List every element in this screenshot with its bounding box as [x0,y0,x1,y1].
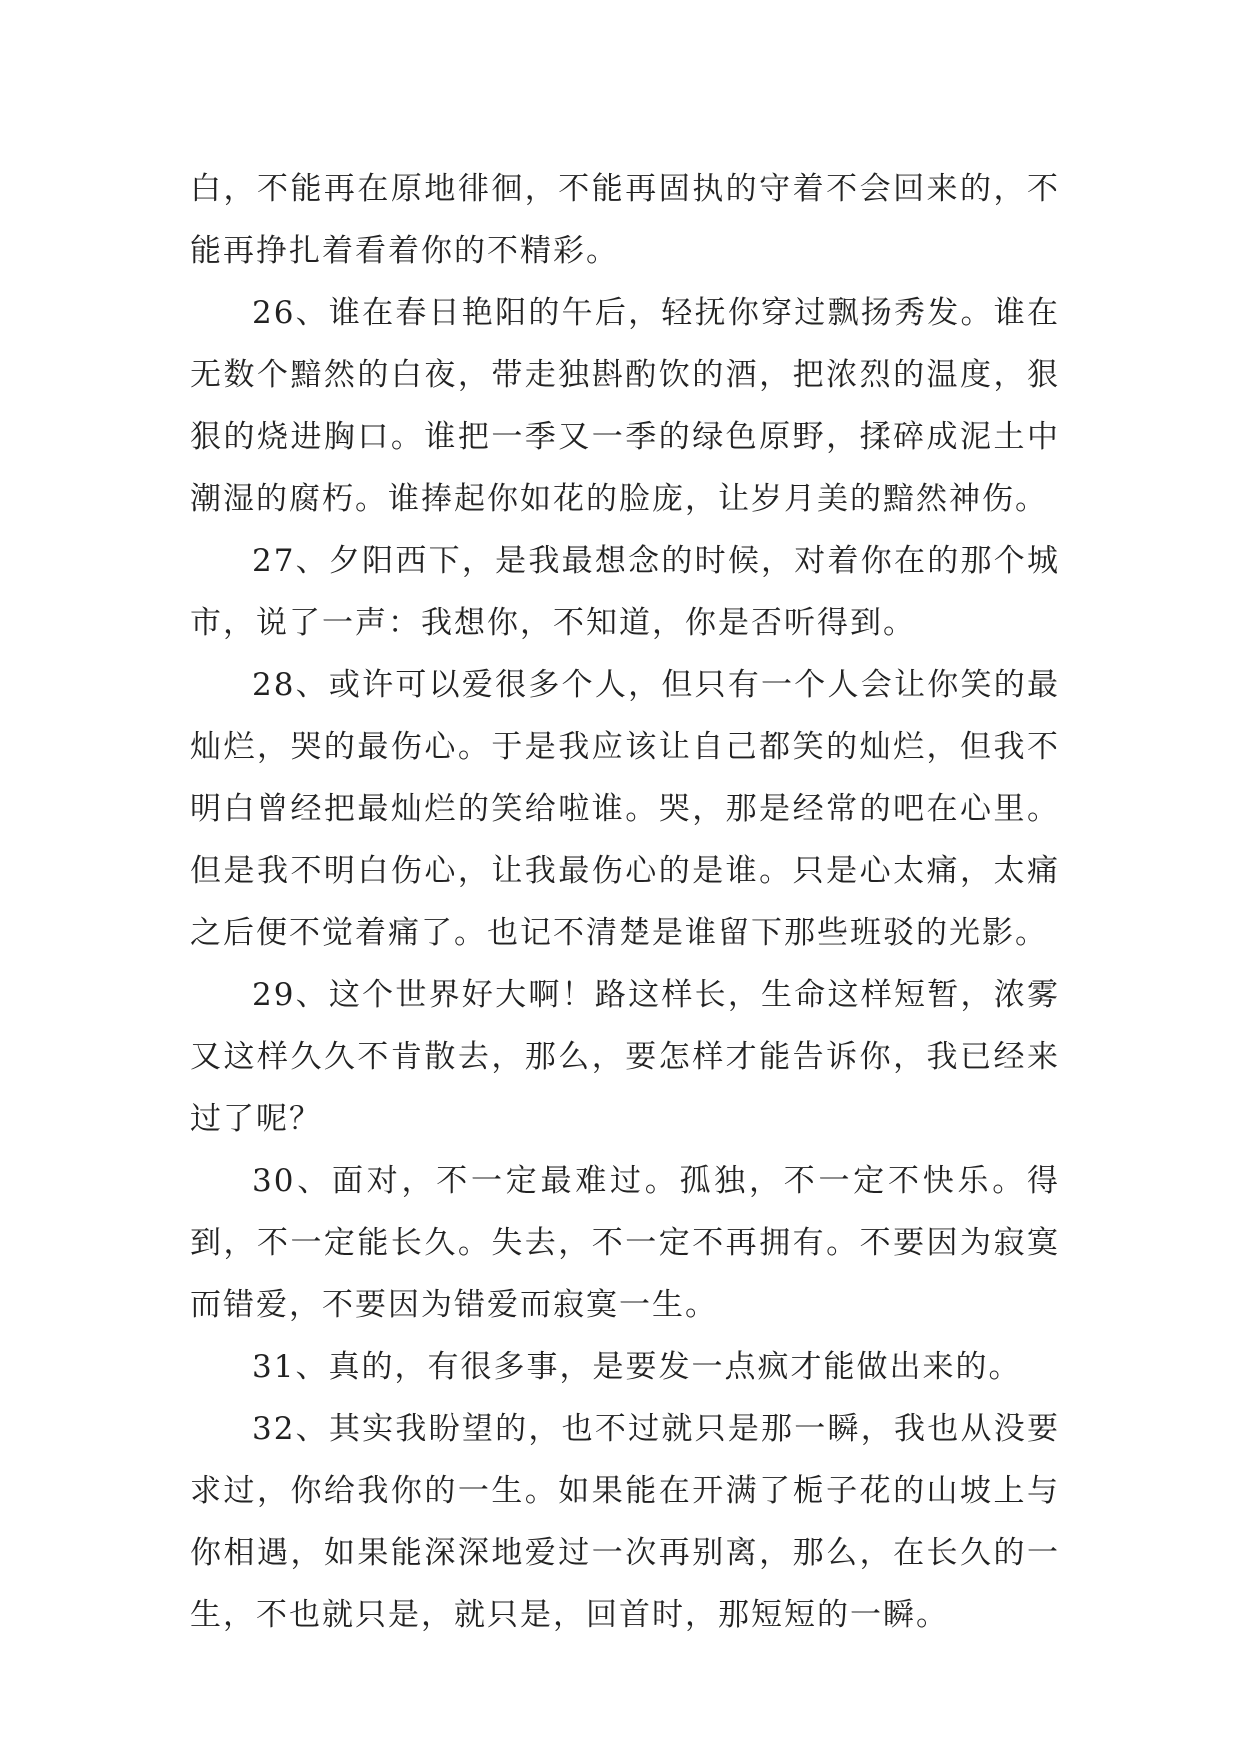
paragraph-28: 28、或许可以爱很多个人，但只有一个人会让你笑的最灿烂，哭的最伤心。于是我应该让自己都笑的灿烂，但我不明白曾经把最灿烂的笑给啦谁。哭，那是经常的吧在心里。但是我不明白伤心，让我最伤心的是谁。只是心太痛，太痛之后便不觉着痛了。也记不清楚是谁留下那些班驳的光影。 [190,667,1060,951]
paragraph-27: 27、夕阳西下，是我最想念的时候，对着你在的那个城市，说了一声：我想你，不知道，你是否听得到。 [190,543,1060,641]
paragraph-32: 32、其实我盼望的，也不过就只是那一瞬，我也从没要求过，你给我你的一生。如果能在开满了栀子花的山坡上与你相遇，如果能深深地爱过一次再别离，那么，在长久的一生，不也就只是，就只是，回首时，那短短的一瞬。 [190,1411,1060,1633]
paragraph-29: 29、这个世界好大啊！路这样长，生命这样短暂，浓雾又这样久久不肯散去，那么，要怎样才能告诉你，我已经来过了呢？ [190,977,1060,1137]
paragraph-31: 31、真的，有很多事，是要发一点疯才能做出来的。 [252,1349,1022,1385]
paragraph-26: 26、谁在春日艳阳的午后，轻抚你穿过飘扬秀发。谁在无数个黯然的白夜，带走独斟酌饮的酒，把浓烈的温度，狠狠的烧进胸口。谁把一季又一季的绿色原野，揉碎成泥土中潮湿的腐朽。谁捧起你如花的脸庞，让岁月美的黯然神伤。 [190,295,1060,517]
paragraph-continuation: 白，不能再在原地徘徊，不能再固执的守着不会回来的，不能再挣扎着看着你的不精彩。 [190,171,1060,269]
body-text [190,158,1060,1646]
paragraph-30: 30、面对，不一定最难过。孤独，不一定不快乐。得到，不一定能长久。失去，不一定不再拥有。不要因为寂寞而错爱，不要因为错爱而寂寞一生。 [190,1163,1060,1323]
